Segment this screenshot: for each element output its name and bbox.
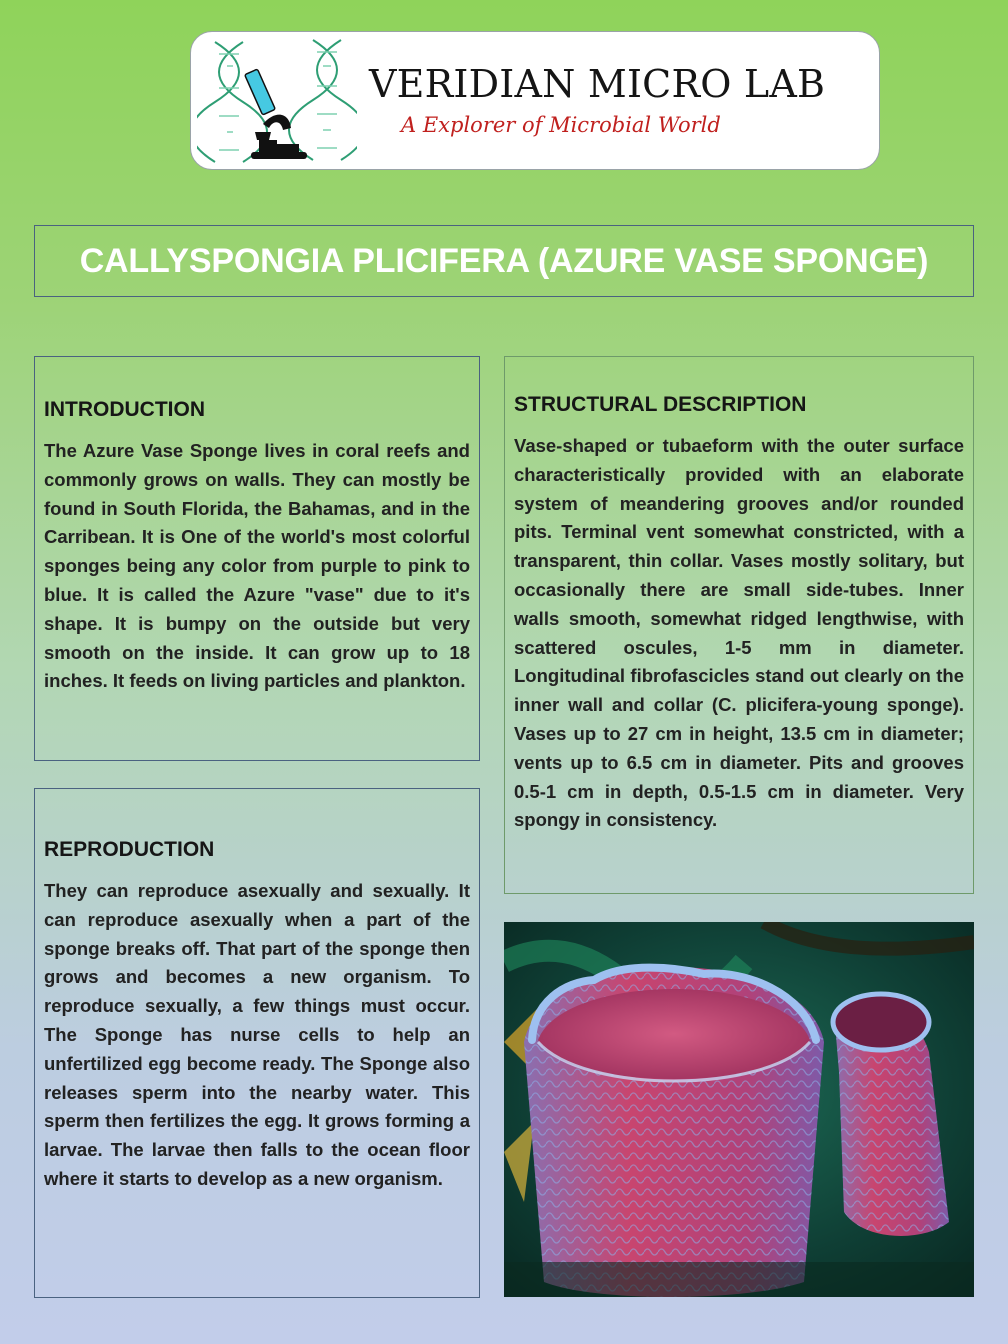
page-title: CALLYSPONGIA PLICIFERA (AZURE VASE SPONGE) bbox=[79, 241, 929, 280]
structural-description-heading: STRUCTURAL DESCRIPTION bbox=[514, 393, 807, 416]
logo-banner bbox=[190, 31, 880, 170]
structural-description-text: Vase-shaped or tubaeform with the outer surface characteristically provided with an elaborate system of meandering grooves and/or rounded pits. Terminal vent somewhat constricted, with a transparent, thin collar. Vases mostly solitary, but occasionally there are small side-tubes. Inner walls smooth, somewhat ridged lengthwise, with scattered oscules, 1-5 mm in diameter. Longitudinal fibrofascicles stand out clearly on the inner wall and collar (C. plicifera-young sponge). Vases up to 27 cm in height, 13.5 cm in diameter; vents up to 6.5 cm in diameter. Pits and grooves 0.5-1 cm in depth, 0.5-1.5 cm in diameter. Very spongy in consistency. bbox=[514, 435, 964, 831]
structural-description-panel bbox=[504, 356, 974, 894]
reproduction-panel bbox=[34, 788, 480, 1298]
brand-name: VERIDIAN MICRO LAB bbox=[369, 62, 826, 106]
microscope-icon bbox=[245, 69, 307, 159]
introduction-heading: INTRODUCTION bbox=[44, 398, 205, 421]
introduction-text: The Azure Vase Sponge lives in coral reefs and commonly grows on walls. They can mostly be found in South Florida, the Bahamas, and in the Carribean. It is One of the world's most colorful sponges being any color from purple to pink to blue. It is called the Azure "vase" due to it's shape. It is bumpy on the outside but very smooth on the inside. It can grow up to 18 inches. It feeds on living particles and plankton. bbox=[44, 440, 470, 692]
logo-graphic bbox=[197, 36, 357, 166]
title-banner bbox=[34, 225, 974, 297]
introduction-panel bbox=[34, 356, 480, 761]
reproduction-text: They can reproduce asexually and sexually. It can reproduce asexually when a part of the sponge breaks off. That part of the sponge then grows and becomes a new organism. To reproduce sexually, a few things must occur. The Sponge has nurse cells to help an unfertilized egg become ready. The Sponge also releases sperm into the nearby water. This sperm then fertilizes the egg. It grows forming a larvae. The larvae then falls to the ocean floor where it starts to develop as a new organism. bbox=[44, 880, 470, 1189]
reproduction-heading: REPRODUCTION bbox=[44, 838, 215, 861]
sponge-photo bbox=[504, 922, 974, 1297]
brand-tagline: A Explorer of Microbial World bbox=[401, 113, 721, 137]
